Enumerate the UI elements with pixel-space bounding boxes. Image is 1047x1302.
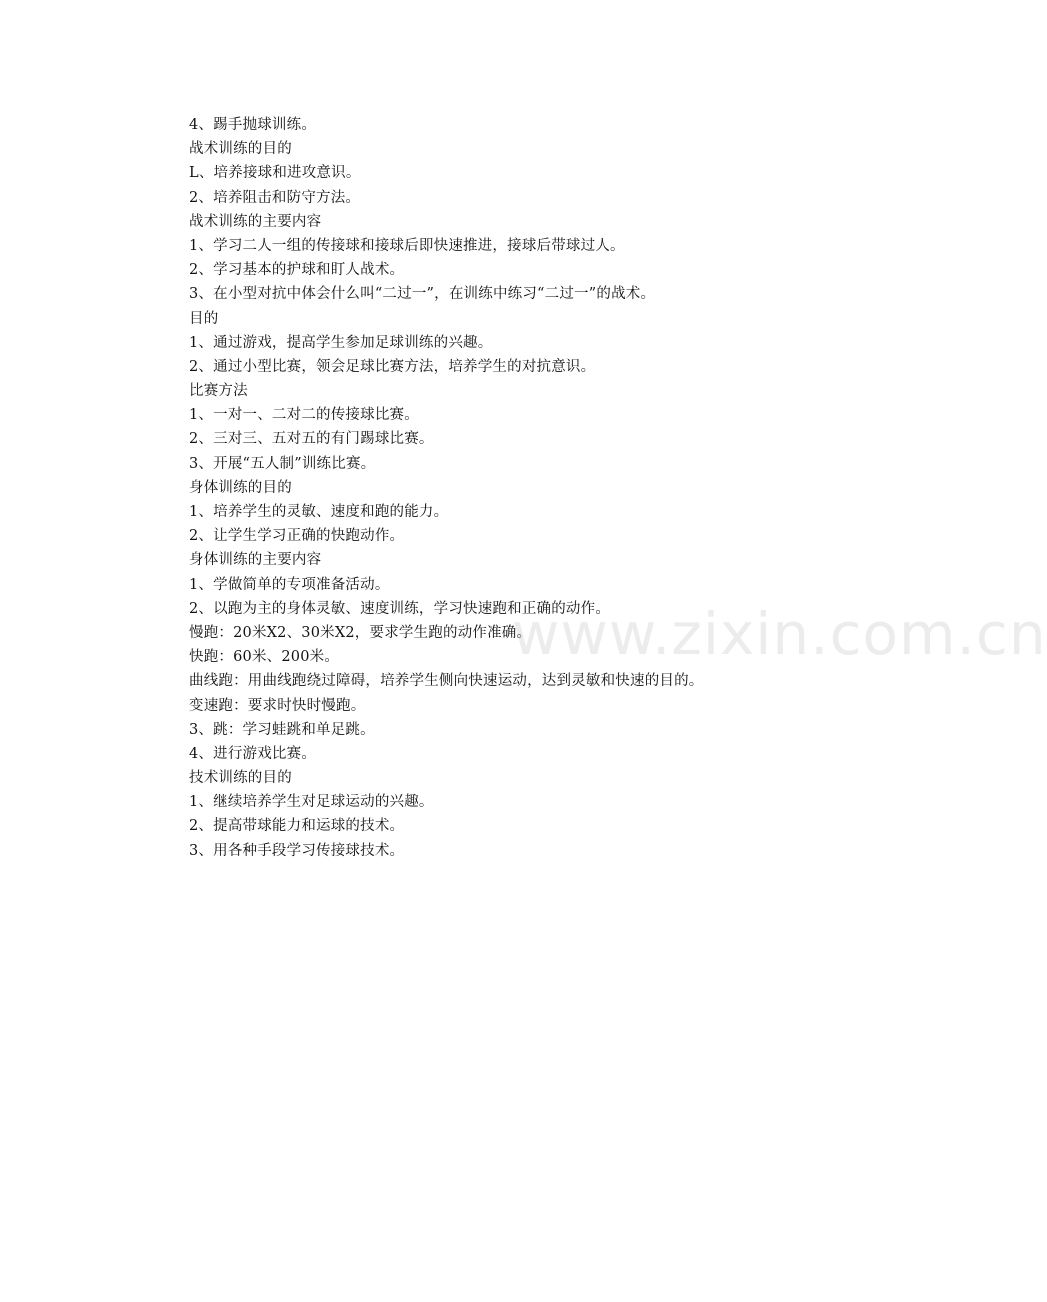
section-heading: 战术训练的主要内容 (189, 213, 322, 230)
text-line: L、培养接球和进攻意识。 (189, 165, 361, 182)
watermark: www.zixin.com.cn (512, 600, 1047, 668)
text-line: 2、以跑为主的身体灵敏、速度训练，学习快速跑和正确的动作。 (189, 600, 611, 617)
section-heading: 战术训练的目的 (189, 141, 292, 158)
text-line: 2、三对三、五对五的有门踢球比赛。 (189, 431, 434, 448)
text-line: 3、跳：学习蛙跳和单足跳。 (189, 721, 375, 738)
text-line: 2、学习基本的护球和盯人战术。 (189, 262, 405, 279)
section-heading: 身体训练的目的 (189, 479, 292, 496)
text-line: 2、培养阻击和防守方法。 (189, 189, 361, 206)
section-heading: 比赛方法 (189, 383, 248, 400)
text-line: 4、进行游戏比赛。 (189, 745, 317, 762)
text-line: 1、学做简单的专项准备活动。 (189, 576, 390, 593)
section-heading: 技术训练的目的 (189, 770, 292, 787)
text-line: 3、用各种手段学习传接球技术。 (189, 842, 405, 859)
text-line: 快跑：60米、200米。 (189, 649, 340, 666)
text-line: 慢跑：20米X2、30米X2，要求学生跑的动作准确。 (189, 624, 532, 641)
text-line: 1、继续培养学生对足球运动的兴趣。 (189, 794, 434, 811)
document-body (189, 113, 889, 863)
text-line: 变速跑：要求时快时慢跑。 (189, 697, 366, 714)
text-line: 2、提高带球能力和运球的技术。 (189, 818, 405, 835)
text-line: 曲线跑：用曲线跑绕过障碍，培养学生侧向快速运动，达到灵敏和快速的目的。 (189, 673, 704, 690)
text-line: 1、通过游戏，提高学生参加足球训练的兴趣。 (189, 334, 493, 351)
text-line: 2、让学生学习正确的快跑动作。 (189, 528, 405, 545)
text-line: 1、学习二人一组的传接球和接球后即快速推进，接球后带球过人。 (189, 237, 625, 254)
text-line: 1、一对一、二对二的传接球比赛。 (189, 407, 419, 424)
section-heading: 目的 (189, 310, 219, 327)
section-heading: 身体训练的主要内容 (189, 552, 322, 569)
text-line: 2、通过小型比赛，领会足球比赛方法，培养学生的对抗意识。 (189, 358, 596, 375)
text-line: 3、开展“五人制”训练比赛。 (189, 455, 376, 472)
text-line: 1、培养学生的灵敏、速度和跑的能力。 (189, 504, 449, 520)
text-line: 3、在小型对抗中体会什么叫“二过一”，在训练中练习“二过一”的战术。 (189, 286, 656, 303)
text-line: 4、踢手抛球训练。 (189, 117, 317, 133)
